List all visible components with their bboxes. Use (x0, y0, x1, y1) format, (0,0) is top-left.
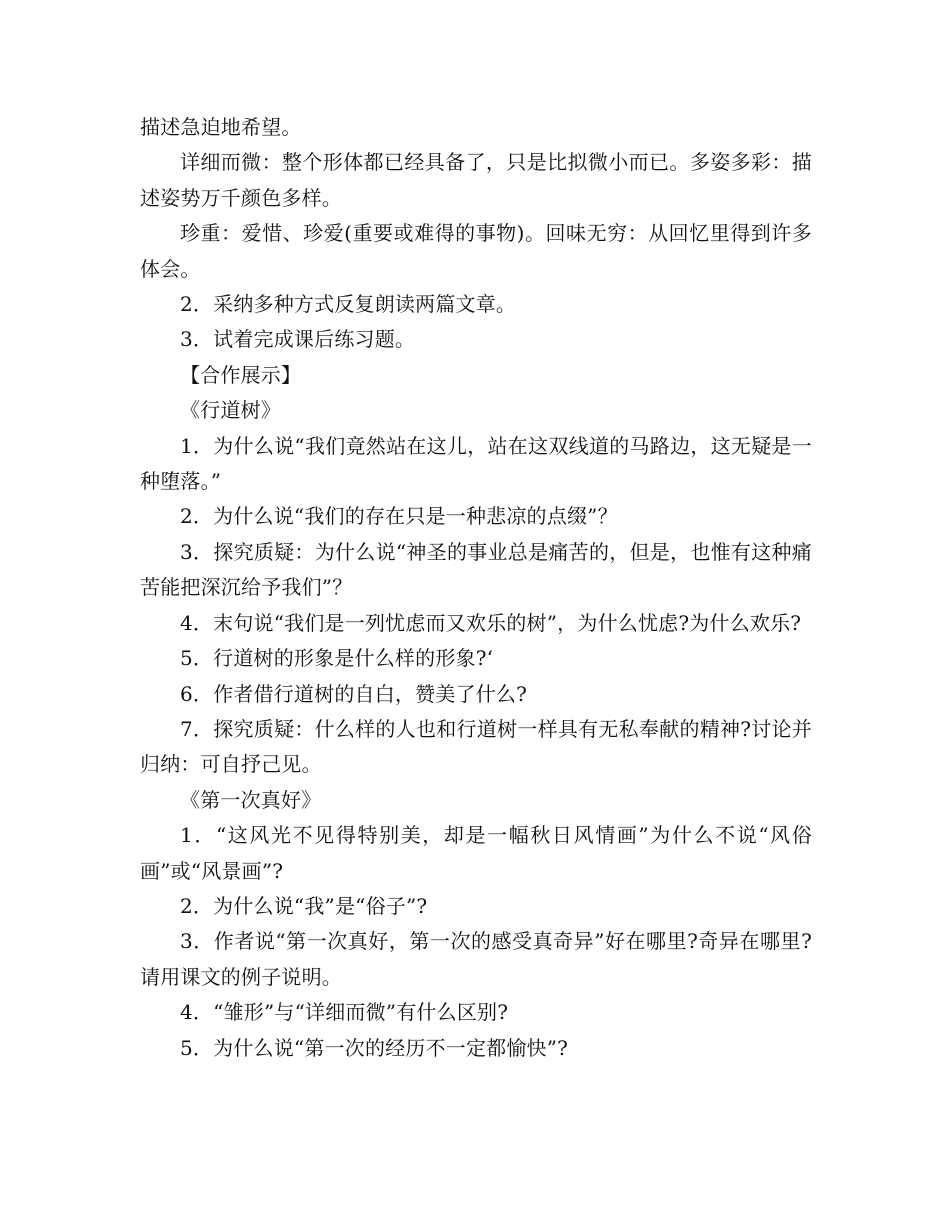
list-item-read-aloud: 2．采纳多种方式反复朗读两篇文章。 (180, 292, 517, 317)
paragraph-vocab-xiangxi: 详细而微：整个形体都已经具备了，只是比拟微小而已。多姿多彩：描述姿势万千颜色多样。 (140, 150, 812, 210)
question-item: 1．“这风光不见得特别美，却是一幅秋日风情画”为什么不说“风俗画”或“风景画”? (140, 823, 812, 883)
question-item: 5．为什么说“第一次的经历不一定都愉快”? (180, 1035, 569, 1060)
question-item: 5．行道树的形象是什么样的形象?‘ (180, 646, 494, 671)
section-heading-cooperation: 【合作展示】 (180, 362, 302, 387)
question-item: 2．为什么说“我们的存在只是一种悲凉的点缀”？ (180, 504, 618, 529)
question-item: 3．探究质疑：为什么说“神圣的事业总是痛苦的，但是，也惟有这种痛苦能把深沉给予我们”？ (140, 539, 812, 600)
question-item: 3．作者说“第一次真好，第一次的感受真奇异”好在哪里?奇异在哪里?请用课文的例子说明。 (140, 929, 812, 989)
question-item: 2．为什么说“我”是“俗子”? (180, 893, 428, 918)
question-item: 1．为什么说“我们竟然站在这儿，站在这双线道的马路边，这无疑是一种堕落。” (140, 433, 812, 494)
subheading-xingdaoshu: 《行道树》 (180, 398, 281, 423)
paragraph-continuation: 描述急迫地希望。 (140, 115, 302, 139)
question-item: 6．作者借行道树的自白，赞美了什么? (180, 681, 528, 706)
document-body (140, 110, 812, 1066)
list-item-exercises: 3．试着完成课后练习题。 (180, 327, 416, 352)
question-item: 7．探究质疑：什么样的人也和行道树一样具有无私奉献的精神?讨论并归纳：可自抒己见。 (140, 716, 812, 777)
question-item: 4．末句说“我们是一列忧虑而又欢乐的树”，为什么忧虑?为什么欢乐? (180, 610, 802, 635)
question-item: 4．“雏形”与“详细而微”有什么区别? (180, 1000, 509, 1025)
paragraph-vocab-zhenzhong: 珍重：爱惜、珍爱(重要或难得的事物)。回味无穷：从回忆里得到许多体会。 (140, 221, 812, 281)
subheading-diyici: 《第一次真好》 (180, 787, 322, 812)
